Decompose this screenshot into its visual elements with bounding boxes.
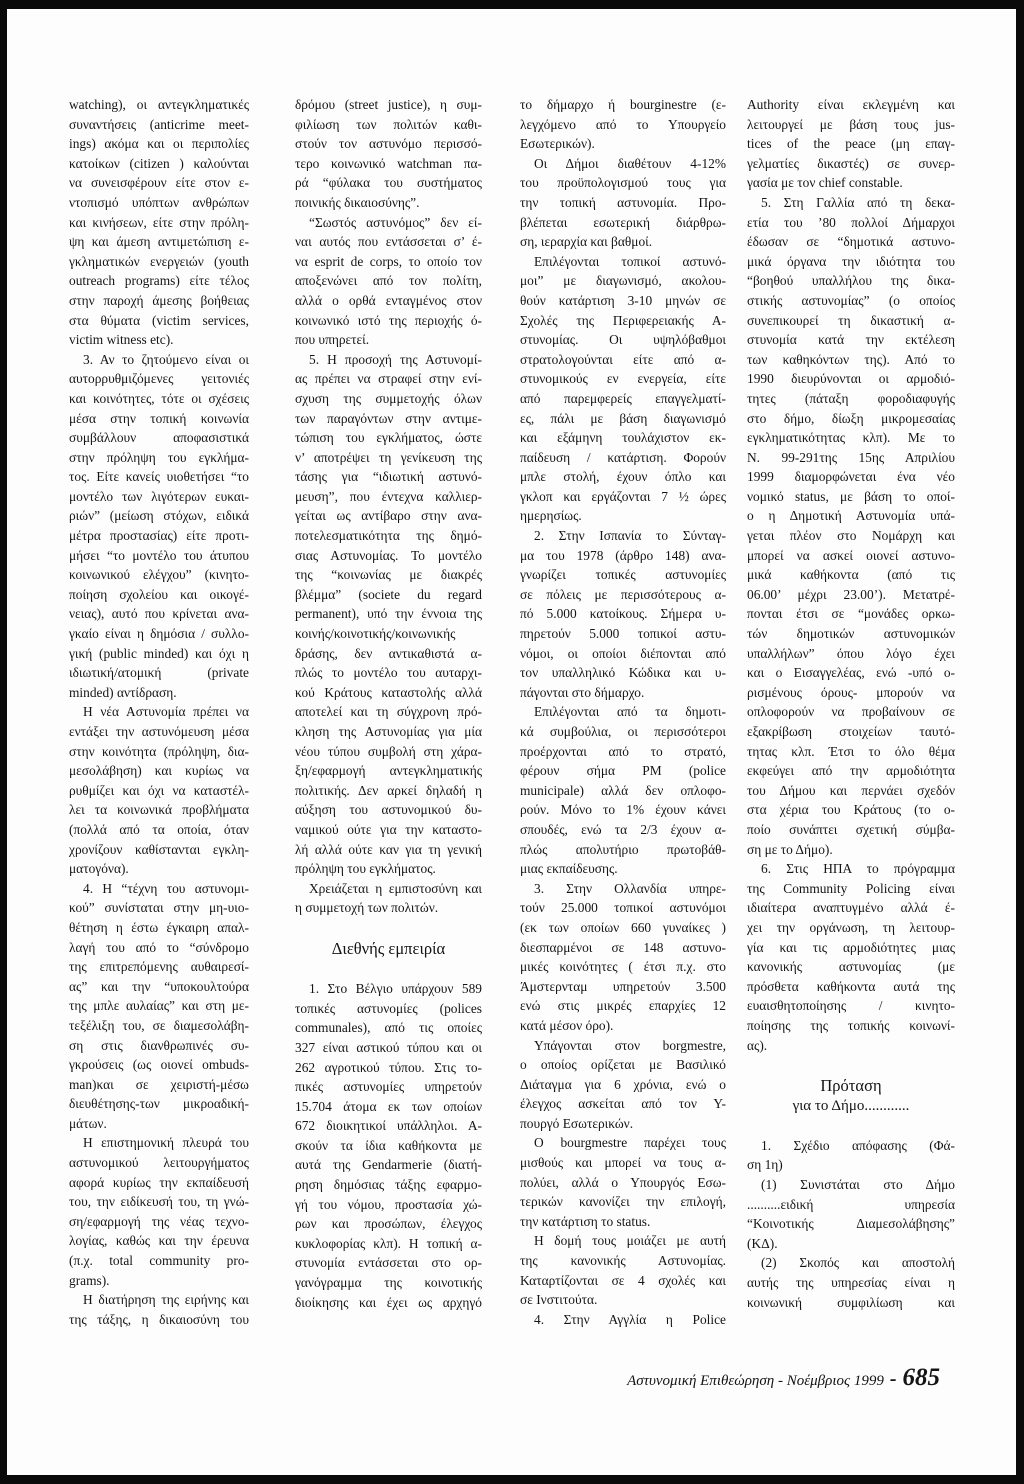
text-line: 672 διοικητικοί υπάλληλοι. Α-	[295, 1118, 482, 1134]
heading-title: Πρόταση	[820, 1075, 882, 1095]
text-line: τάσης για “ιδιωτική αστυνό-	[295, 469, 482, 485]
text-line: ποίησης της τοπικής κοινωνί-	[747, 1017, 955, 1033]
text-column-1	[69, 95, 249, 1329]
text-line: από παρεμφερείς επαγγελματί-	[520, 390, 726, 406]
text-line: του Δήμου και περνάει σχεδόν	[747, 782, 955, 798]
text-line: Διάταγμα για 6 χρόνια, ενώ ο	[520, 1076, 726, 1092]
page-number: 685	[902, 1364, 940, 1391]
text-line: πικές αστυνομίες υπηρετούν	[295, 1079, 482, 1095]
text-column-3	[520, 95, 726, 1329]
text-line: συναντήσεις (anticrime meet-	[69, 116, 249, 132]
text-line: στούν τον αστυνόμο περισσό-	[295, 136, 482, 152]
text-line: μέτρα προστασίας) είτε προτι-	[69, 528, 249, 544]
text-line: watching), οι αντεγκληματικές	[69, 97, 249, 112]
text-line: ο οποίος ορίζεται με Βασιλικό	[520, 1057, 726, 1073]
text-line: ιδιωτική/ατομική (private	[69, 665, 249, 681]
paragraph	[747, 859, 955, 1055]
text-line: αυτά της Gendarmerie (διατή-	[295, 1157, 482, 1173]
text-line: ες, πάλι με βάση διαγωνισμό	[520, 410, 726, 426]
journal-issue-title: Αστυνομική Επιθεώρηση - Νοέμβριος 1999	[627, 1373, 884, 1389]
text-line: αύξηση του αστυνομικού δυ-	[295, 802, 482, 818]
text-line: γκαίο είναι η δημόσια / συλλο-	[69, 626, 249, 642]
text-line: πολιτικής. Δεν αρκεί δηλαδή η	[295, 782, 482, 798]
text-line: ρά “φύλακα του συστήματος	[295, 175, 482, 191]
text-line: θούν κατάρτιση 3-10 μηνών σε	[520, 292, 726, 308]
text-line: χρονίζουν καθίστανται εγκλη-	[69, 841, 249, 857]
text-line: “Σωστός αστυνόμος” δεν εί-	[309, 214, 482, 230]
text-line: ση με το Δήμο).	[747, 841, 833, 857]
text-line: 06.00’ μέχρι 23.00’). Μετατρέ-	[747, 586, 955, 602]
text-line: (εκ των οποίων 660 γυναίκες )	[520, 919, 726, 935]
text-line: της μπλε αυλαίας” και στη με-	[69, 998, 249, 1014]
text-line: ..........ειδική υπηρεσία	[747, 1196, 955, 1212]
text-line: στυνομικούς εν ενεργεία, είτε	[520, 371, 726, 387]
text-line: ευαισθητοποίησης / κινητο-	[747, 998, 955, 1014]
text-line: σχυση της συμμετοχής όλων	[295, 390, 482, 406]
text-line: πουργό Εσωτερικών.	[520, 1115, 634, 1131]
text-line: 1999 διαμορφώνεται ένα νέο	[747, 469, 955, 485]
text-line: 3. Στην Ολλανδία υπηρε-	[534, 880, 726, 896]
text-line: μήσει “το μοντέλο του άτυπου	[69, 547, 249, 563]
text-line: μα του 1978 (άρθρο 148) ανα-	[520, 547, 726, 563]
text-line: συνεπικουρεί τη δικαστική α-	[747, 312, 955, 328]
text-line: σπουδές, ενώ τα 2/3 έχουν α-	[520, 821, 726, 837]
text-line: μοι” με διαγωνισμό, ακολου-	[520, 273, 726, 289]
text-line: διεσπαρμένοι σε 148 αστυνο-	[520, 939, 726, 955]
text-line: αφορά κυρίως την εκπαίδευσή	[69, 1174, 249, 1190]
text-line: νειας), αυτό που κρίνεται ανα-	[69, 606, 249, 622]
text-line: κανονικής αστυνομίας (με	[747, 959, 955, 975]
text-line: στην κοινότητα (πρόληψη, δια-	[69, 743, 249, 759]
text-line: αποτελεί και τη σύγχρονη πρό-	[295, 704, 482, 720]
paragraph	[520, 1231, 726, 1309]
text-line: ρων και προσώπων, έλεγχος	[295, 1216, 482, 1232]
text-line: 1990 διευρύνονται οι αρμοδιό-	[747, 371, 955, 387]
text-line: ας).	[747, 1037, 768, 1053]
text-line: ναι αυτός που εντάσσεται σ’ έ-	[295, 234, 482, 250]
text-line: ρηση δημόσιας τάξης εφαρμο-	[295, 1177, 482, 1193]
text-line: 4. Στην Αγγλία η Police	[534, 1311, 726, 1327]
text-line: “Κοινοτικής Διαμεσολάβησης”	[747, 1216, 955, 1232]
text-line: να συνεισφέρουν είτε στον ε-	[69, 175, 249, 191]
text-line: ση στις διανθρωπινές συ-	[69, 1037, 249, 1053]
text-line: διοίκησης και έχει ως αρχηγό	[295, 1294, 482, 1310]
text-line: του προϋπολογισμού τους για	[520, 175, 726, 191]
text-line: ντοπισμό υπόπτων ανθρώπων	[69, 194, 249, 210]
text-line: Η επιστημονική πλευρά του	[83, 1135, 249, 1151]
text-line: Καταρτίζονται σε 4 σχολές και	[520, 1272, 726, 1288]
text-line: minded) αντίδραση.	[69, 684, 177, 700]
text-line: κληση της Αστυνομίας για μία	[295, 724, 482, 739]
text-line: (ΚΔ).	[747, 1235, 778, 1251]
paragraph	[69, 1290, 249, 1329]
text-line: 1. Στο Βέλγιο υπάρχουν 589	[309, 981, 482, 997]
text-line: outreach programs) είτε τέλος	[69, 273, 249, 289]
text-line: δρόμου (street justice), η συμ-	[295, 97, 482, 112]
text-line: τητας κλπ. Έτσι το όλο θέμα	[747, 743, 955, 759]
text-line: του, την ειδίκευσή του, τη γνώ-	[69, 1194, 249, 1210]
text-line: ο η Δημοτική Αστυνομία υπά-	[747, 508, 955, 524]
text-line: νέου τύπου συμβολή στη χάρα-	[295, 743, 482, 759]
text-line: μισθούς και μπορεί να τους α-	[520, 1155, 726, 1171]
text-line: δράσης, δεν αντικαθιστά α-	[295, 645, 482, 661]
paragraph	[295, 350, 482, 879]
paragraph	[69, 350, 249, 703]
text-line: η συμμετοχή των πολιτών.	[295, 900, 439, 916]
text-line: Χρειάζεται η εμπιστοσύνη και	[309, 880, 482, 896]
text-line: της κανονικής Αστυνομίας.	[520, 1253, 726, 1269]
text-line: πηρετούν 5.000 τοπικοί αστυ-	[520, 626, 726, 642]
page-footer	[627, 1364, 940, 1392]
paragraph	[69, 702, 249, 878]
text-line: στο δήμο, δίωξη μικρομεσαίας	[747, 410, 955, 426]
text-line: κοινωνικό ιστό της περιοχής ό-	[295, 312, 482, 328]
text-line: λεγχόμενο από το Υπουργείο	[520, 116, 726, 132]
text-line: 262 αγροτικού τύπου. Στις το-	[295, 1059, 482, 1075]
text-line: να esprit de corps, το οποίο τον	[295, 253, 482, 269]
text-line: λογίας, καθώς και την έρευνα	[69, 1233, 249, 1249]
text-line: ενώ στις μικρές επαρχίες 12	[520, 998, 726, 1014]
paragraph	[295, 879, 482, 918]
text-line: των παραγόντων στην αντιμε-	[295, 410, 482, 426]
paragraph	[747, 193, 955, 859]
text-line: τών δημοτικών αστυνομικών	[747, 626, 955, 642]
text-line: στα θύματα (victim services,	[69, 312, 249, 328]
text-line: 2. Στην Ισπανία το Σύνταγ-	[534, 528, 726, 544]
text-line: κατά μέσον όρο).	[520, 1017, 614, 1033]
text-line: Η δομή τους μοιάζει με αυτή	[534, 1233, 726, 1249]
footer-separator: -	[889, 1368, 897, 1390]
text-line: υπαλλήλων” όπου λόγο έχει	[747, 645, 955, 661]
text-line: θέτηση η έστω έγκαιρη απαλ-	[69, 919, 249, 935]
paragraph	[69, 1133, 249, 1290]
text-line: γελματίες δικαστές) σε συνερ-	[747, 155, 955, 171]
paragraph	[520, 252, 726, 526]
paragraph	[520, 154, 726, 252]
text-line: ριών” (μείωση στόχων, ειδικά	[69, 508, 249, 524]
text-line: Η διατήρηση της ειρήνης και	[83, 1292, 249, 1308]
text-line: communales), από τις οποίες	[295, 1020, 482, 1036]
text-line: νόμοι, οι οποίοι διέπονται από	[520, 645, 726, 661]
text-line: γεται πλέον στο Νομάρχη και	[747, 528, 955, 544]
text-line: γκληματικών ενεργειών (youth	[69, 253, 249, 269]
text-line: τώπιση του εγκλήματος, ώστε	[295, 430, 482, 446]
text-line: τητες (πάταξη φοροδιαφυγής	[747, 390, 955, 406]
text-line: της “κοινωνίας με διακρές	[295, 567, 482, 583]
text-line: λή αλλά ούτε καν για τη γενική	[295, 841, 482, 857]
text-line: μιας εκπαίδευσης.	[520, 861, 618, 877]
text-line: 4. Η “τέχνη του αστυνομι-	[83, 880, 249, 896]
text-line: νομικό status, με βάση το οποί-	[747, 488, 955, 504]
paragraph	[747, 1175, 955, 1253]
text-line: permanent), υπό την έννοια της	[295, 606, 482, 622]
text-line: ημερησίως.	[520, 508, 582, 524]
text-line: 1. Σχέδιο απόφασης (Φά-	[761, 1137, 955, 1153]
paragraph	[520, 879, 726, 1036]
text-line: αλλά ο ορθά ενταγμένος στον	[295, 292, 482, 308]
text-line: λει τα κοινωνικά προβλήματα	[69, 802, 249, 818]
text-line: προέρχονται από το στρατό,	[520, 743, 726, 759]
text-line: στην πρόληψη του εγκλήμα-	[69, 449, 249, 465]
text-line: τερικών κανονίζει την επιλογή,	[520, 1194, 726, 1210]
text-line: Υπάγονται στον borgmestre,	[534, 1037, 726, 1053]
text-line: (1) Συνιστάται στο Δήμο	[761, 1177, 955, 1193]
text-line: έλεγχος ασκείται από τον Υ-	[520, 1096, 726, 1112]
text-line: της επιτρεπόμενης αυθαιρεσί-	[69, 959, 249, 975]
text-line: την κατάρτιση το status.	[520, 1213, 651, 1229]
text-line: εξακρίβωση στοιχείων ταυτό-	[747, 724, 955, 739]
text-line: βλέπεται εσωτερική διάρθρω-	[520, 214, 726, 230]
text-line: πάγονται στο δήμαρχο.	[520, 684, 645, 700]
text-line: ποτελεσματικότητα της δημό-	[295, 528, 482, 544]
text-line: municipale) αλλά δεν οπλοφο-	[520, 782, 726, 798]
text-line: γανόγραμμα της κοινοτικής	[295, 1275, 482, 1291]
text-line: λειτουργεί με βάση τους jus-	[747, 116, 955, 132]
text-line: ρούν. Μόνο το 1% έχουν κάνει	[520, 802, 726, 818]
text-line: που υπηρετεί.	[295, 332, 370, 348]
text-line: Σχολές της Περιφερειακής Α-	[520, 312, 726, 328]
text-line: κοινωνική συμφιλίωση και	[747, 1294, 955, 1310]
text-line: μέσα στην τοπική κοινωνία	[69, 410, 249, 426]
text-line: οπλοφορούν να προβαίνουν σε	[747, 704, 955, 720]
text-line: της τάξης, η δικαιοσύνη του	[69, 1311, 249, 1327]
text-line: γκρούσεις (ως οιονεί ombuds-	[69, 1057, 249, 1073]
text-line: μικά όργανα την ιδιότητα του	[747, 253, 955, 269]
text-line: κά συμβούλια, οι περισσότεροι	[520, 724, 726, 739]
paragraph	[520, 702, 726, 878]
paragraph	[520, 526, 726, 702]
text-line: γή του νόμου, προστασία χώ-	[295, 1196, 482, 1212]
text-line: και ο Εισαγγελέας, ενώ -υπό ο-	[747, 665, 955, 681]
text-line: (2) Σκοπός και αποστολή	[761, 1255, 955, 1271]
text-line: εγκληματικότητας κλπ). Με το	[747, 430, 955, 446]
text-line: Η νέα Αστυνομία πρέπει να	[83, 704, 249, 720]
paragraph	[69, 95, 249, 350]
text-line: Εσωτερικών).	[520, 136, 595, 152]
text-line: εκφεύγει από την αρμοδιότητα	[747, 763, 955, 779]
text-line: ρυθμίζει και όχι να καταστέλ-	[69, 782, 249, 798]
text-line: στυνομία εντάσσεται στο ορ-	[295, 1255, 482, 1271]
text-line: τούν 25.000 τοπικοί αστυνόμοι	[520, 900, 726, 916]
text-line: ματογόνα).	[69, 861, 129, 877]
text-line: μικά καθήκοντα (από τις	[747, 567, 955, 583]
text-line: αυτορρυθμιζόμενες γειτονιές	[69, 371, 249, 387]
text-line: 15.704 άτομα εκ των οποίων	[295, 1098, 482, 1114]
section-heading	[295, 938, 482, 960]
text-line: φιλίωση των πολιτών καθι-	[295, 116, 482, 132]
text-line: 3. Αν το ζητούμενο είναι οι	[83, 351, 249, 367]
text-line: κοινής/κοινοτικής/κοινωνικής	[295, 626, 456, 642]
text-line: μικές κοινότητες ( έτσι π.χ. στο	[520, 959, 726, 975]
text-line: ξη/εφαρμογή αντεγκληματικής	[295, 763, 482, 779]
text-line: τερο κοινωνικό watchman πα-	[295, 155, 482, 171]
text-line: 327 είναι αστικού τύπου και οι	[295, 1039, 482, 1055]
text-line: τος. Είτε κανείς υιοθετήσει “το	[69, 469, 249, 485]
text-line: πονται έτσι σε “μονάδες ορκω-	[747, 606, 955, 622]
text-line: και κοινότητες, τότε οι σχέσεις	[69, 390, 249, 406]
text-line: μεσολάβηση) και κυρίως να	[69, 763, 249, 779]
text-column-2	[295, 95, 482, 1312]
text-line: στικής αστυνομίας” (ο οποίος	[747, 292, 955, 308]
text-line: ετία του ’80 πολλοί Δήμαρχοι	[747, 214, 955, 230]
text-line: Οι Δήμοι διαθέτουν 4-12%	[534, 155, 726, 171]
text-line: ιδιαίτερα αναπτυγμένο αλλά έ-	[747, 900, 955, 916]
paragraph	[747, 1253, 955, 1312]
text-line: 5. Στη Γαλλία από τη δεκα-	[761, 194, 955, 210]
text-line: λαγή του από το “σύνδρομο	[69, 939, 249, 955]
text-line: στα χέρια του Κράτους (το ο-	[747, 802, 955, 818]
text-line: πλώς απολυτήριο πρωτοβάθ-	[520, 841, 726, 857]
paragraph	[295, 213, 482, 350]
text-line: τοπικές αστυνομίες (polices	[295, 1000, 482, 1016]
text-line: πολύει, αλλά ο Υπουργός Εσω-	[520, 1174, 726, 1190]
text-line: πρόσθετα καθήκοντα αυτά της	[747, 978, 955, 994]
text-line: ση, ιεραρχία και βαθμοί.	[520, 234, 653, 250]
text-line: ings) ακόμα και οι περιπολίες	[69, 136, 249, 152]
text-line: συμβάλλουν αποφασιστικά	[69, 430, 249, 446]
paragraph	[747, 1136, 955, 1175]
section-heading	[747, 1075, 955, 1117]
text-line: κού Κράτους καταστολής αλλά	[295, 684, 482, 700]
text-line: ση 1η)	[747, 1157, 783, 1173]
text-line: γκλοπ και εργάζονται 7 ½ ώρες	[520, 488, 726, 504]
text-line: τεξέλιξη του, σε διαμεσολάβη-	[69, 1017, 249, 1033]
text-line: (π.χ. total community pro-	[69, 1253, 249, 1269]
text-line: διευθέτησης-των μικροαδική-	[69, 1096, 249, 1112]
text-line: έδωσαν σε “δημοτικά αστυνο-	[747, 234, 955, 250]
text-line: ρισμένους όρους- μπορούν να	[747, 684, 955, 700]
text-line: γασία με τον chief constable.	[747, 175, 903, 191]
text-column-4	[747, 95, 955, 1312]
text-line: και κινήσεων, είτε στην πρόλη-	[69, 214, 249, 230]
text-line: Άμστερνταμ υπηρετούν 3.500	[520, 978, 726, 994]
text-line: εντάξει την αστυνόμευση μέσα	[69, 724, 249, 739]
text-line: “βοηθού υπαλλήλου της δικα-	[747, 273, 955, 289]
text-line: φέρουν σήμα PM (police	[520, 763, 726, 779]
text-line: μπλε στολή, έχουν όπλο και	[520, 469, 726, 485]
text-line: Ο bourgmestre παρέχει τους	[534, 1135, 726, 1151]
text-line: αυτής της υπηρεσίας είναι η	[747, 1275, 955, 1291]
magazine-page	[7, 9, 1016, 1475]
text-line: ποίηση σχολείου και οικογέ-	[69, 586, 249, 602]
paragraph	[520, 1133, 726, 1231]
text-line: Authority είναι εκλεγμένη και	[747, 97, 955, 112]
heading-title: Διεθνής εμπειρία	[331, 938, 446, 958]
text-line: πρόληψη του εγκλήματος.	[295, 861, 436, 877]
text-line: Επιλέγονται από τα δημοτι-	[534, 704, 726, 720]
text-line: Ν. 99-291της 15ης Απριλίου	[747, 449, 955, 465]
text-line: ας πρέπει να στραφεί στην ενί-	[295, 371, 482, 387]
text-line: σε Ινστιτούτα.	[520, 1292, 598, 1308]
text-line: 6. Στις ΗΠΑ το πρόγραμμα	[761, 861, 955, 877]
text-line: πλώς το μοντέλο του αυταρχι-	[295, 665, 482, 681]
text-line: ποινικής δικαιοσύνης”.	[295, 194, 420, 210]
text-line: κού” συνίσταται στην μη-υιο-	[69, 900, 249, 916]
text-line: αποξενώνει από τον πολίτη,	[295, 273, 482, 289]
text-line: πό 5.000 κατοίκους. Σήμερα υ-	[520, 606, 726, 622]
text-line: man)και σε χειριστή-μέσω	[69, 1076, 249, 1092]
text-line: σιας Αστυνομίας. Το μοντέλο	[295, 547, 482, 563]
text-line: στρατολογούνται είτε από α-	[520, 351, 726, 367]
text-line: βλέμμα” (societe du regard	[295, 586, 482, 602]
paragraph	[747, 95, 955, 193]
paragraph	[295, 95, 482, 213]
paragraph	[69, 879, 249, 1134]
text-line: κατοίκων (citizen ) καλούνται	[69, 155, 249, 171]
text-line: tices of the peace (μη επαγ-	[747, 136, 955, 152]
paragraph	[520, 1036, 726, 1134]
text-line: σκούν τα ίδια καθήκοντα με	[295, 1137, 482, 1153]
text-line: κυκλοφορίας κλπ). Η τοπική α-	[295, 1235, 482, 1251]
text-line: την τοπική αστυνομία. Προ-	[520, 194, 726, 210]
text-line: τον υπαλληλικό Κώδικα και υ-	[520, 665, 726, 681]
text-line: των καθηκόντων της). Από το	[747, 351, 955, 367]
text-line: ν’ αποτρέψει τη γενίκευση της	[295, 449, 482, 465]
text-line: παίδευση / κατάρτιση. Φορούν	[520, 449, 726, 465]
text-line: ση/εφαρμογή της νέας τεχνο-	[69, 1213, 249, 1229]
text-line: ποίο συνάπτει σχετική σύμβα-	[747, 821, 955, 837]
paragraph	[520, 95, 726, 154]
text-line: μευση”, που έντεχνα καλλιερ-	[295, 488, 482, 504]
text-line: ας” και την “υποκουλτούρα	[69, 978, 249, 994]
text-line: γία και τις αρμοδιότητες μιας	[747, 939, 955, 955]
text-line: μπορεί να ασκεί οιονεί αστυνο-	[747, 547, 955, 563]
text-line: στυνομίας. Οι υψηλόβαθμοι	[520, 332, 726, 348]
text-line: μάτων.	[69, 1115, 107, 1131]
text-line: κοινωνικού ελέγχου” (κινητο-	[69, 567, 249, 583]
text-line: ψη και άμεση αντιμετώπιση ε-	[69, 234, 249, 250]
text-line: 5. Η προσοχή της Αστυνομί-	[309, 351, 482, 367]
text-line: και εξάμηνη τουλάχιστον εκ-	[520, 430, 726, 446]
text-line: ναμικού ούτε για την καταστο-	[295, 821, 482, 837]
paragraph	[295, 979, 482, 1312]
paragraph	[520, 1310, 726, 1330]
text-line: grams).	[69, 1272, 110, 1288]
text-line: στυνομία κατά την εκτέλεση	[747, 332, 955, 348]
text-line: (πολλά από τα οποία, όταν	[69, 821, 249, 837]
heading-subtitle: για το Δήμο............	[792, 1097, 910, 1114]
text-line: σε πόλεις με περισσότερους α-	[520, 586, 726, 602]
text-line: χει την οργάνωση, τη λειτουρ-	[747, 919, 955, 935]
text-line: μοντέλο των λιγότερων ευκαι-	[69, 488, 249, 504]
text-line: Επιλέγονται τοπικοί αστυνό-	[534, 253, 726, 269]
text-line: στην παροχή άμεσης βοήθειας	[69, 292, 249, 308]
text-line: victim witness etc).	[69, 332, 174, 348]
text-line: αστυνομικού λειτουργήματος	[69, 1155, 249, 1171]
text-line: το δήμαρχο ή bourginestre (ε-	[520, 97, 726, 112]
text-line: γείται ως αντίβαρο στην ανα-	[295, 508, 482, 524]
text-line: γνωρίζει τοπικές αστυνομίες	[520, 567, 726, 583]
text-line: της Community Policing είναι	[747, 880, 955, 896]
text-line: γική (public minded) και όχι η	[69, 645, 249, 661]
